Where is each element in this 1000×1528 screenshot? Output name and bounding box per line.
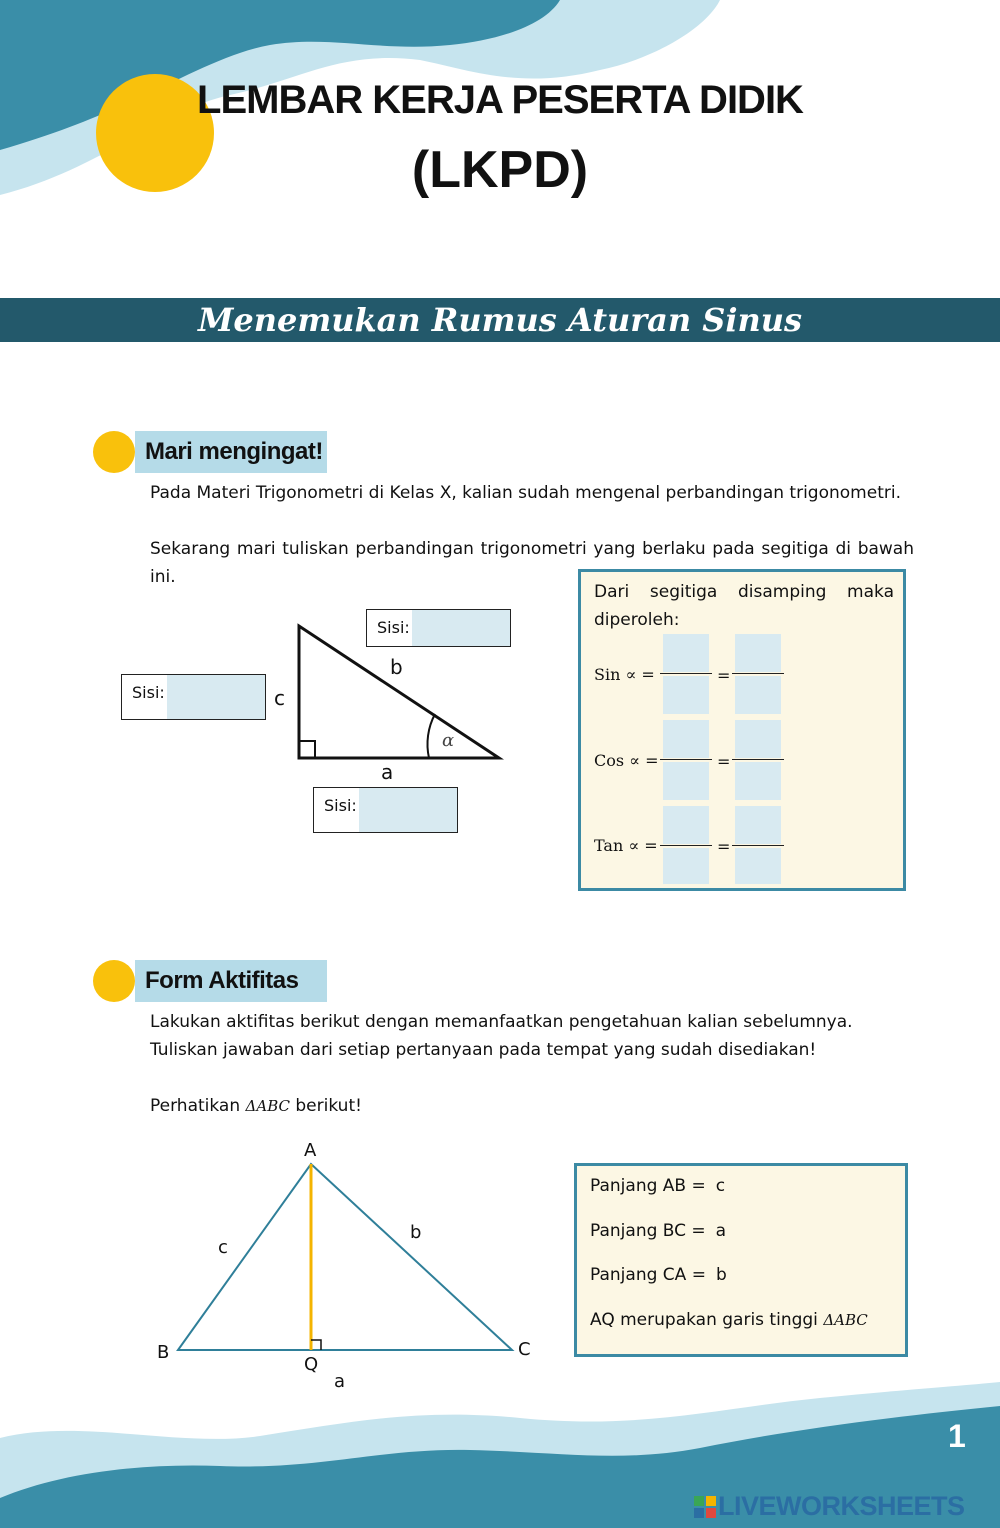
cos-denominator-2[interactable]: [735, 762, 781, 800]
topic-banner: Menemukan Rumus Aturan Sinus: [0, 298, 1000, 342]
info-ca-value: b: [715, 1265, 727, 1285]
fraction-bar: [660, 845, 712, 846]
page-number: 1: [948, 1418, 966, 1454]
sisi-label: Sisi:: [324, 796, 357, 815]
triangle-abc-figure: [160, 1150, 540, 1370]
side-label-c: c: [218, 1237, 228, 1258]
foot-label-q: Q: [304, 1354, 319, 1375]
sisi-input-base[interactable]: [359, 788, 457, 832]
tan-numerator-2[interactable]: [735, 806, 781, 844]
liveworksheets-logo-icon: [694, 1496, 716, 1518]
fraction-bar: [660, 759, 712, 760]
tan-denominator-2[interactable]: [735, 848, 781, 884]
observe-line: [150, 1092, 550, 1120]
angle-label-alpha: α: [442, 730, 455, 751]
info-bc-value: a: [715, 1221, 727, 1241]
side-label-a: a: [381, 760, 394, 784]
sin-numerator-2[interactable]: [735, 634, 781, 672]
info-ca: [590, 1262, 727, 1288]
recall-paragraph-2: Sekarang mari tuliskan perbandingan trigonometri yang berlaku pada segitiga di bawah ini.: [150, 539, 914, 587]
sisi-input-vertical[interactable]: [167, 675, 265, 719]
sisi-label: Sisi:: [377, 618, 410, 637]
fraction-bar: [732, 845, 784, 846]
page-title-line1: LEMBAR KERJA PESERTA DIDIK: [197, 78, 803, 122]
equals-sign: =: [717, 837, 731, 856]
cos-denominator-1[interactable]: [663, 762, 709, 800]
info-ab-value: c: [715, 1176, 726, 1196]
equals-sign: =: [717, 666, 731, 685]
fraction-bar: [732, 673, 784, 674]
recall-paragraph-1: Pada Materi Trigonometri di Kelas X, kalian sudah mengenal perbandingan trigonometri.: [150, 483, 901, 503]
info-ab: [590, 1173, 725, 1199]
side-label-a: a: [334, 1371, 346, 1392]
info-bc-label: Panjang BC =: [590, 1221, 706, 1241]
brand-text: LIVEWORKSHEETS: [718, 1491, 965, 1521]
vertex-label-c: C: [518, 1339, 531, 1360]
header-wave-decoration: [0, 0, 1000, 260]
side-label-b: b: [410, 1222, 422, 1243]
observe-suffix: berikut!: [295, 1096, 362, 1116]
equals-sign: =: [717, 752, 731, 771]
side-label-b: b: [390, 655, 403, 679]
cos-numerator-2[interactable]: [735, 720, 781, 758]
info-box: [574, 1163, 908, 1357]
section-heading-label: Mari mengingat!: [135, 431, 327, 473]
sin-denominator-2[interactable]: [735, 676, 781, 714]
info-aq-symbol: ΔABC: [823, 1311, 868, 1329]
section-heading-label: Form Aktifitas: [135, 960, 327, 1002]
sin-numerator-1[interactable]: [663, 634, 709, 672]
info-ca-label: Panjang CA =: [590, 1265, 706, 1285]
side-label-c: c: [274, 686, 285, 710]
section-heading-recall: [93, 431, 327, 473]
activity-paragraph-1: Lakukan aktifitas berikut dengan memanfaatkan pengetahuan kalian sebelumnya.: [150, 1012, 853, 1032]
tan-numerator-1[interactable]: [663, 806, 709, 844]
section-heading-activity: [93, 960, 327, 1002]
info-aq: [590, 1307, 868, 1333]
page-title-line2: (LKPD): [411, 141, 589, 199]
sisi-input-hypotenuse[interactable]: [412, 610, 510, 646]
bullet-dot: [93, 960, 135, 1002]
tan-label: Tan ∝ =: [594, 836, 658, 855]
ratio-intro-text: Dari segitiga disamping maka diperoleh:: [594, 582, 894, 630]
info-bc: [590, 1218, 726, 1244]
info-ab-label: Panjang AB =: [590, 1176, 706, 1196]
sisi-box-base: [313, 787, 458, 833]
vertex-label-b: B: [157, 1342, 170, 1363]
sin-label: Sin ∝ =: [594, 665, 655, 684]
sisi-box-vertical: [121, 674, 266, 720]
cos-label: Cos ∝ =: [594, 751, 659, 770]
observe-prefix: Perhatikan: [150, 1096, 241, 1116]
vertex-label-a: A: [304, 1140, 317, 1161]
sisi-label: Sisi:: [132, 683, 165, 702]
info-aq-text: AQ merupakan garis tinggi: [590, 1310, 818, 1330]
fraction-bar: [660, 673, 712, 674]
tan-denominator-1[interactable]: [663, 848, 709, 884]
sin-denominator-1[interactable]: [663, 676, 709, 714]
activity-paragraph-2: Tuliskan jawaban dari setiap pertanyaan pada tempat yang sudah disediakan!: [150, 1040, 817, 1060]
liveworksheets-brand[interactable]: [694, 1488, 965, 1524]
fraction-bar: [732, 759, 784, 760]
observe-triangle-symbol: ΔABC: [245, 1097, 290, 1115]
bullet-dot: [93, 431, 135, 473]
ratio-box: [578, 569, 906, 891]
cos-numerator-1[interactable]: [663, 720, 709, 758]
sisi-box-hypotenuse: [366, 609, 511, 647]
